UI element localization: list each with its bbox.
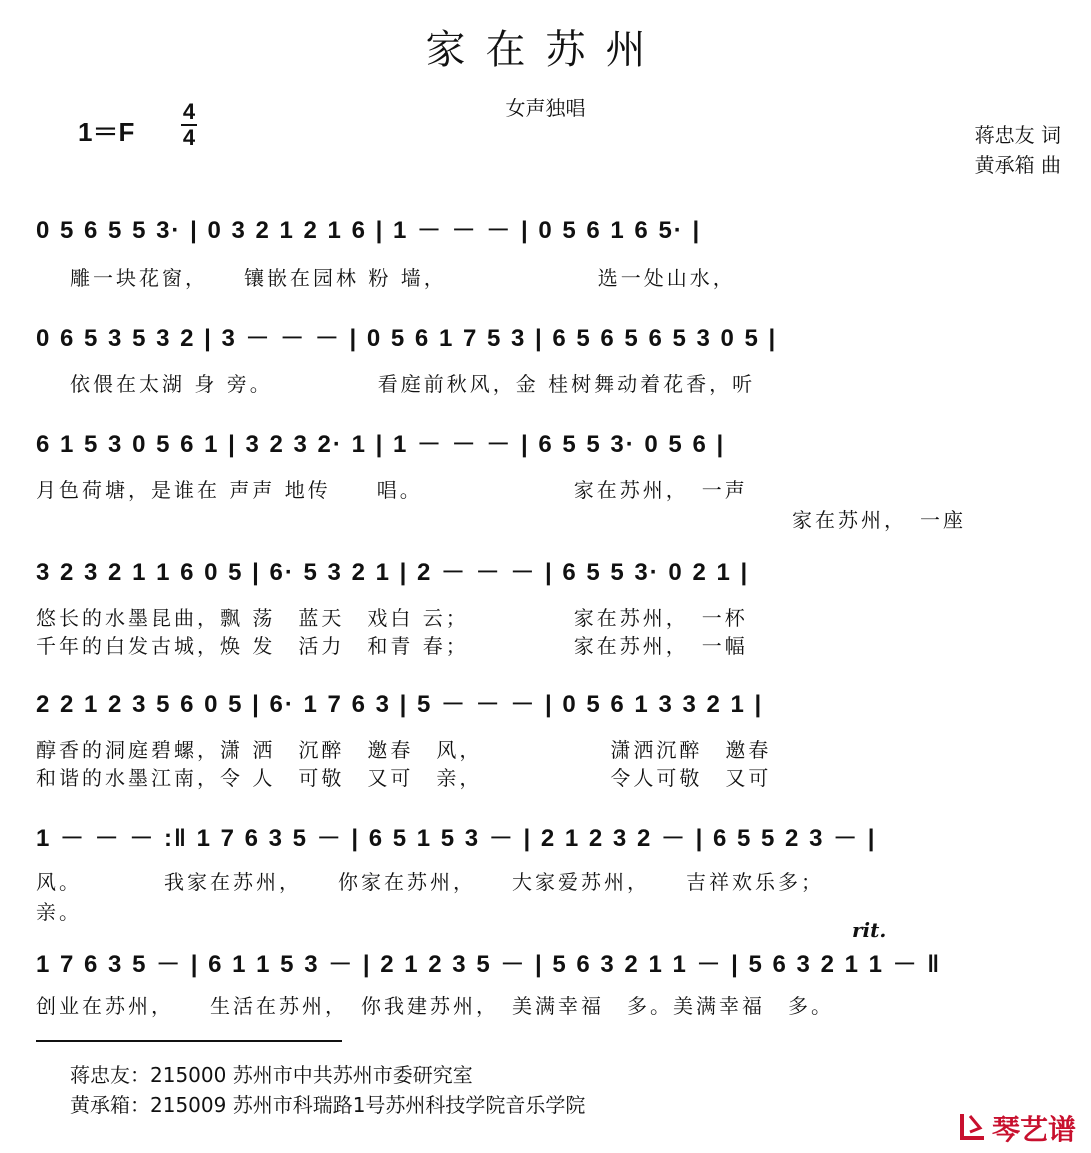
time-signature-bottom: 4 <box>182 125 196 150</box>
notes-row-3: 6 1 5 3 0 5 6 1 | 3 2 3 2· 1 | 1 － － － | 6 5 5 3· 0 5 6 | <box>36 431 726 458</box>
time-signature <box>178 100 200 150</box>
staff-row-3 <box>0 424 1091 534</box>
time-signature-top: 4 <box>182 99 196 124</box>
lyrics-row-4-verse-2: 千年的白发古城，焕 发 活力 和青 春； 家在苏州， 一幅 <box>36 634 748 658</box>
footer-addresses <box>70 1060 585 1120</box>
watermark-text: 琴艺谱 <box>992 1113 1077 1146</box>
composer-credit: 黄承箱 曲 <box>974 153 1061 177</box>
notes-row-2: 0 6 5 3 5 3 2 | 3 － － － | 0 5 6 1 7 5 3 | 6 5 6 5 6 5 3 0 5 | <box>36 325 778 352</box>
lyrics-row-3-verse-2: 家在苏州， 一座 <box>792 508 966 532</box>
lyrics-row-5-verse-2: 和谐的水墨江南，令 人 可敬 又可 亲， 令人可敬 又可 <box>36 766 772 790</box>
lyrics-row-3-verse-1: 月色荷塘，是谁在 声声 地传 唱。 家在苏州， 一声 <box>36 478 748 502</box>
staff-row-4 <box>0 552 1091 662</box>
notes-row-1: 0 5 6 5 5 3· | 0 3 2 1 2 1 6 | 1 － － － | 0 5 6 1 6 5· | <box>36 217 702 244</box>
site-watermark <box>958 1108 1076 1148</box>
lyrics-row-7-verse-1: 创业在苏州， 生活在苏州， 你我建苏州， 美满幸福 多。美满幸福 多。 <box>36 994 834 1018</box>
staff-row-7 <box>0 944 1091 1024</box>
key-signature: 1＝F <box>78 117 135 147</box>
staff-row-6 <box>0 818 1091 928</box>
credits <box>975 120 1061 180</box>
lyrics-row-1-verse-1: 雕一块花窗， 镶嵌在园林 粉 墙， 选一处山水， <box>70 266 736 290</box>
rit-marking: rit. <box>852 918 887 942</box>
notes-row-7: 1 7 6 3 5 － | 6 1 1 5 3 － | 2 1 2 3 5 － | 5 6 3 2 1 1 － | 5 6 3 2 1 1 － ‖ <box>36 951 942 978</box>
staff-row-5 <box>0 684 1091 794</box>
lyrics-row-6-verse-1: 风。 我家在苏州， 你家在苏州， 大家爱苏州， 吉祥欢乐多； <box>36 870 824 894</box>
subtitle: 女声独唱 <box>505 96 586 120</box>
footer-line-2: 黄承箱：215009 苏州市科瑞路1号苏州科技学院音乐学院 <box>70 1093 586 1117</box>
notes-row-6: 1 － － － :‖ 1 7 6 3 5 － | 6 5 1 5 3 － | 2 1 2 3 2 － | 6 5 5 2 3 － | <box>36 825 877 852</box>
staff-row-2 <box>0 318 1091 398</box>
lyrics-row-6-verse-2: 亲。 <box>36 900 82 924</box>
song-title: 家在苏州 <box>425 27 666 73</box>
footer-line-1: 蒋忠友：215000 苏州市中共苏州市委研究室 <box>70 1063 473 1087</box>
footer-divider <box>36 1040 342 1042</box>
notes-row-5: 2 2 1 2 3 5 6 0 5 | 6· 1 7 6 3 | 5 － － － | 0 5 6 1 3 3 2 1 | <box>36 691 764 718</box>
staff-row-1 <box>0 210 1091 290</box>
notes-row-4: 3 2 3 2 1 1 6 0 5 | 6· 5 3 2 1 | 2 － － － | 6 5 5 3· 0 2 1 | <box>36 559 750 586</box>
lyrics-row-5-verse-1: 醇香的洞庭碧螺，潇 洒 沉醉 邀春 风， 潇洒沉醉 邀春 <box>36 738 772 762</box>
lyricist-credit: 蒋忠友 词 <box>974 123 1061 147</box>
watermark-logo-icon <box>958 1110 988 1142</box>
lyrics-row-2-verse-1: 依偎在太湖 身 旁。 看庭前秋风，金 桂树舞动着花香，听 <box>70 372 756 396</box>
lyrics-row-4-verse-1: 悠长的水墨昆曲，飘 荡 蓝天 戏白 云； 家在苏州， 一杯 <box>36 606 748 630</box>
